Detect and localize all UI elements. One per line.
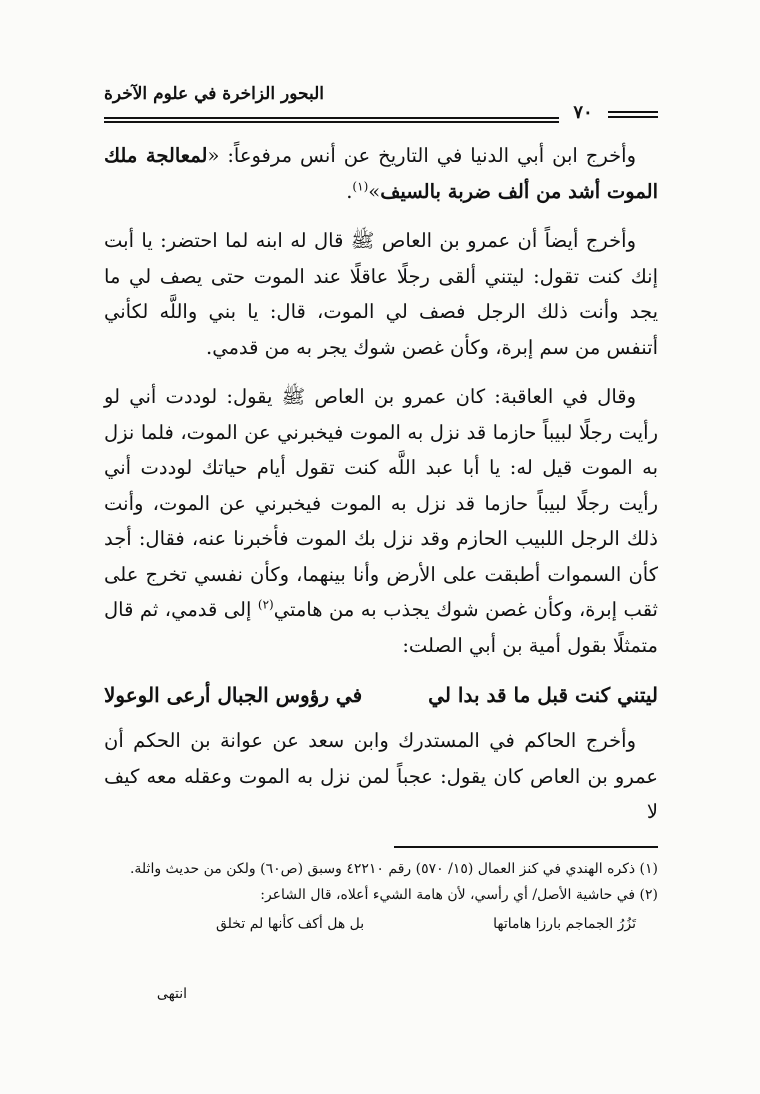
p2-text-b: قال له ابنه لما احتضر: يا أبت إنك كنت تقول: ليتني ألقى رجلًا عاقلًا عند الموت حتى يصف لي ما يجد وأنت ذلك الرجل فصف لي الموت، قال: يا بني واللَّه لكأني أتنفس من سم إبرة، وكأن غصن شوك يجر به من قدمي. [104, 229, 658, 359]
verse-second-hemistich: في رؤوس الجبال أرعى الوعولا [104, 683, 363, 707]
p3-text-a: وقال في العاقبة: كان عمرو بن العاص [314, 385, 637, 408]
p1-lead: وأخرج ابن أبي الدنيا في التاريخ عن أنس مرفوعاً: « [207, 144, 636, 167]
p2-text-a: وأخرج أيضاً أن عمرو بن العاص [381, 229, 636, 252]
page-number: ٧٠ [573, 102, 593, 123]
running-head-title: البحور الزاخرة في علوم الآخرة [103, 84, 324, 104]
honorific-glyph: ﷺ [350, 229, 375, 252]
p1-close: » [368, 179, 381, 203]
paragraph-3 [104, 379, 658, 663]
p1-end: . [346, 179, 353, 203]
p4-text: وأخرج الحاكم في المستدرك وابن سعد عن عوانة بن الحكم أن عمرو بن العاص كان يقول: عجباً لمن نزل به الموت وعقله معه كيف لا [104, 729, 658, 823]
header-rule-short-top [608, 111, 658, 113]
p1-quote: لمعالجة ملك الموت أشد من ألف ضربة بالسيف [104, 144, 658, 203]
paragraph-4 [104, 723, 658, 830]
paragraph-1 [104, 138, 658, 209]
header-rule-short-bottom [608, 116, 658, 118]
verse-first-hemistich: ليتني كنت قبل ما قد بدا لي [428, 683, 658, 707]
footnote-separator [394, 846, 658, 848]
main-text [104, 138, 658, 844]
footnote-verse-second: بل هل أكف كأنها لم تخلق [216, 916, 365, 932]
header-rule-top [104, 117, 559, 119]
footnote-verse [216, 908, 636, 940]
end-mark: انتهى [156, 986, 188, 1002]
footnote-verse-first: تَزُرُ الجماجم بارزا هاماتها [493, 916, 636, 932]
footnotes [104, 856, 658, 940]
footnote-ref-2[interactable]: (٢) [257, 597, 274, 612]
honorific-glyph: ﷺ [281, 385, 306, 408]
p3-text-b: يقول: لوددت أني لو رأيت رجلًا لبيباً حازما قد نزل به الموت فيخبرني عن الموت، فلما نزل به الموت قيل له: يا أبا عبد اللَّه كنت تقول أيام حياتك لوددت أني رأيت رجلًا لبيباً حازما قد نزل به الموت فيخبرني عن الموت، وأنت ذلك الرجل اللبيب الحازم وقد نزل بك الموت فأخبرنا عنه، فقال: أجد كأن السموات أطبقت على الأرض وأنا بينهما، وكأن نفسي تخرج على ثقب إبرة، وكأن غصن شوك يجذب به من هامتي [104, 385, 658, 621]
poem-verse [104, 677, 658, 713]
p3-text-c: إلى قدمي، ثم قال متمثلًا بقول أمية بن أبي الصلت: [104, 598, 658, 657]
footnote-2: (٢) في حاشية الأصل/ أي رأسي، لأن هامة الشيء أعلاه، قال الشاعر: [260, 887, 658, 903]
paragraph-2 [104, 223, 658, 365]
header-rule-bottom [104, 121, 559, 123]
footnote-ref-1[interactable]: (١) [352, 179, 369, 193]
footnote-1: (١) ذكره الهندي في كنز العمال (١٥/ ٥٧٠) رقم ٤٢٢١٠ وسبق (ص٦٠) ولكن من حديث واثلة. [129, 861, 658, 877]
